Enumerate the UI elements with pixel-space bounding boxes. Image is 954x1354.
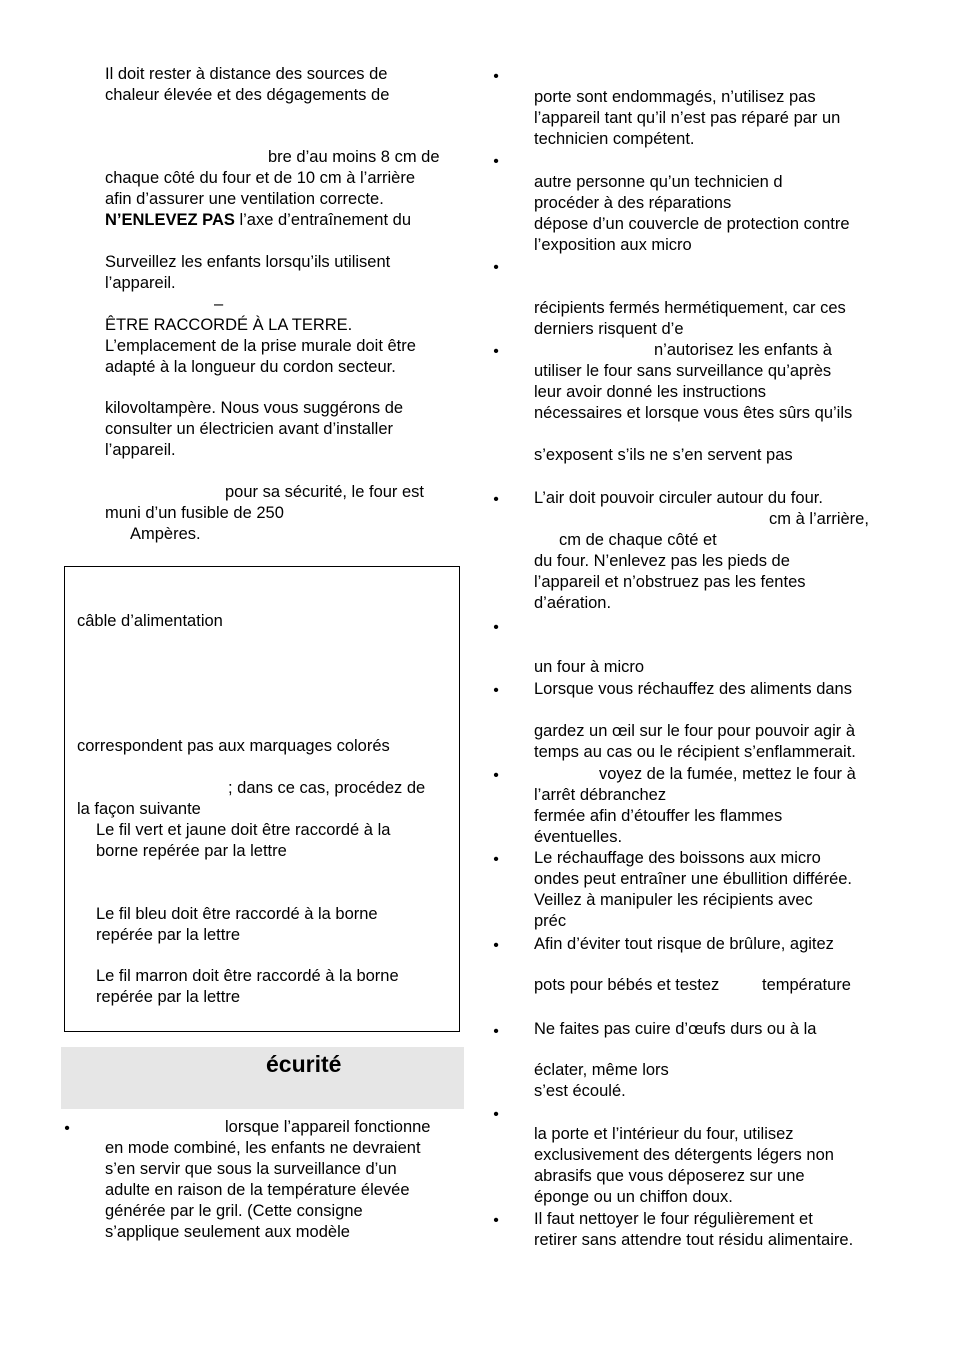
text-line: consulter un électricien avant d’installer — [105, 420, 393, 438]
text-line: la porte et l’intérieur du four, utilisez — [534, 1125, 794, 1143]
text-line: Lorsque vous réchauffez des aliments dans — [534, 680, 852, 698]
text-line: température — [762, 976, 851, 994]
text-line: s’applique seulement aux modèle — [105, 1223, 350, 1241]
text-line: repérée par la lettre — [96, 926, 240, 944]
bullet: • — [493, 1106, 499, 1123]
text-line: temps au cas ou le récipient s’enflammerait. — [534, 743, 856, 761]
text-line: cm à l’arrière, — [769, 510, 869, 528]
text-line: gardez un œil sur le four pour pouvoir agir à — [534, 722, 855, 740]
text-line: éponge ou un chiffon doux. — [534, 1188, 733, 1206]
text-line: porte sont endommagés, n’utilisez pas — [534, 88, 816, 106]
bullet: • — [493, 937, 499, 954]
text-line: récipients fermés hermétiquement, car ces — [534, 299, 846, 317]
text-line: utiliser le four sans surveillance qu’après — [534, 362, 832, 380]
text-line: éclater, même lors — [534, 1061, 669, 1079]
text-line: nécessaires et lorsque vous êtes sûrs qu’ils — [534, 404, 853, 422]
text-line: L’air doit pouvoir circuler autour du four. — [534, 489, 823, 507]
text-line: adapté à la longueur du cordon secteur. — [105, 358, 396, 376]
bullet: • — [493, 1023, 499, 1040]
text-line: Afin d’éviter tout risque de brûlure, agitez — [534, 935, 834, 953]
text-line: Ampères. — [130, 525, 201, 543]
bullet: • — [64, 1120, 70, 1137]
text-line: technicien compétent. — [534, 130, 695, 148]
text-line: bre d’au moins 8 cm de — [268, 148, 440, 166]
text-line: s’est écoulé. — [534, 1082, 626, 1100]
text-line: Le fil marron doit être raccordé à la borne — [96, 967, 399, 985]
text-line: n’autorisez les enfants à — [654, 341, 832, 359]
emphasis: N’ENLEVEZ PAS — [105, 211, 235, 229]
text-line: Le fil bleu doit être raccordé à la borne — [96, 905, 378, 923]
text-line: kilovoltampère. Nous vous suggérons de — [105, 399, 404, 417]
text-line: l’appareil. — [105, 441, 176, 459]
text-line: Le réchauffage des boissons aux micro — [534, 849, 821, 867]
text-line: l’appareil tant qu’il n’est pas réparé par un — [534, 109, 841, 127]
section-title: écurité — [266, 1051, 342, 1077]
text-line: Le fil vert et jaune doit être raccordé à la — [96, 821, 391, 839]
text-line: procéder à des réparations — [534, 194, 732, 212]
text-line: pour sa sécurité, le four est — [225, 483, 425, 501]
bullet: • — [493, 259, 499, 276]
section-header-band — [61, 1047, 464, 1109]
bullet: • — [493, 491, 499, 508]
text-line: préc — [534, 912, 567, 930]
text-line: adulte en raison de la température élevée — [105, 1181, 410, 1199]
text-line: autre personne qu’un technicien d — [534, 173, 783, 191]
bullet: • — [493, 767, 499, 784]
text-line: abrasifs que vous déposerez sur une — [534, 1167, 805, 1185]
text-line: ÊTRE RACCORDÉ À LA TERRE. — [105, 316, 353, 334]
bullet: • — [493, 68, 499, 85]
text-line: générée par le gril. (Cette consigne — [105, 1202, 363, 1220]
text-line: chaque côté du four et de 10 cm à l’arrière — [105, 169, 416, 187]
text-line: cm de chaque côté et — [559, 531, 717, 549]
bullet: • — [493, 851, 499, 868]
text-line: s’exposent s’ils ne s’en servent pas — [534, 446, 793, 464]
text-line: ; dans ce cas, procédez de — [228, 779, 426, 797]
text-line: Surveillez les enfants lorsqu’ils utilisent — [105, 253, 391, 271]
text-line: Il faut nettoyer le four régulièrement et — [534, 1210, 813, 1228]
text-line: Ne faites pas cuire d’œufs durs ou à la — [534, 1020, 817, 1038]
text-line: Il doit rester à distance des sources de — [105, 65, 388, 83]
text-line: Veillez à manipuler les récipients avec — [534, 891, 813, 909]
text-line: d’aération. — [534, 594, 612, 612]
text-line: l’appareil et n’obstruez pas les fentes — [534, 573, 806, 591]
text-line: l’exposition aux micro — [534, 236, 692, 254]
text-line: l’appareil. — [105, 274, 176, 292]
text-line: retirer sans attendre tout résidu alimentaire. — [534, 1231, 854, 1249]
text-line: éventuelles. — [534, 828, 623, 846]
text-line: borne repérée par la lettre — [96, 842, 287, 860]
text-line: pots pour bébés et testez — [534, 976, 720, 994]
text-line: lorsque l’appareil fonctionne — [225, 1118, 431, 1136]
text-line: en mode combiné, les enfants ne devraient — [105, 1139, 421, 1157]
text-line: L’emplacement de la prise murale doit être — [105, 337, 416, 355]
text-line: fermée afin d’étouffer les flammes — [534, 807, 783, 825]
bullet: • — [493, 619, 499, 636]
text-line: correspondent pas aux marquages colorés — [77, 737, 390, 755]
text-line: exclusivement des détergents légers non — [534, 1146, 834, 1164]
bullet: • — [493, 343, 499, 360]
text-line: afin d’assurer une ventilation correcte. — [105, 190, 384, 208]
text-run: l’axe d’entraînement du — [234, 211, 412, 229]
bullet: • — [493, 682, 499, 699]
text-line: ondes peut entraîner une ébullition différée. — [534, 870, 853, 888]
text-line: chaleur élevée et des dégagements de — [105, 86, 390, 104]
text-line: l’arrêt débranchez — [534, 786, 667, 804]
bullet: • — [493, 1212, 499, 1229]
text-line: dépose d’un couvercle de protection contre — [534, 215, 850, 233]
text-line: – — [214, 295, 224, 313]
text-line: derniers risquent d’e — [534, 320, 684, 338]
text-line: la façon suivante — [77, 800, 201, 818]
text-line: repérée par la lettre — [96, 988, 240, 1006]
text-line: voyez de la fumée, mettez le four à — [599, 765, 856, 783]
text-line: un four à micro — [534, 658, 645, 676]
text-line — [105, 210, 411, 231]
text-line: s’en servir que sous la surveillance d’un — [105, 1160, 397, 1178]
text-line: câble d’alimentation — [77, 612, 223, 630]
bullet: • — [493, 153, 499, 170]
text-line: du four. N’enlevez pas les pieds de — [534, 552, 790, 570]
text-line: leur avoir donné les instructions — [534, 383, 767, 401]
text-line: muni d’un fusible de 250 — [105, 504, 284, 522]
